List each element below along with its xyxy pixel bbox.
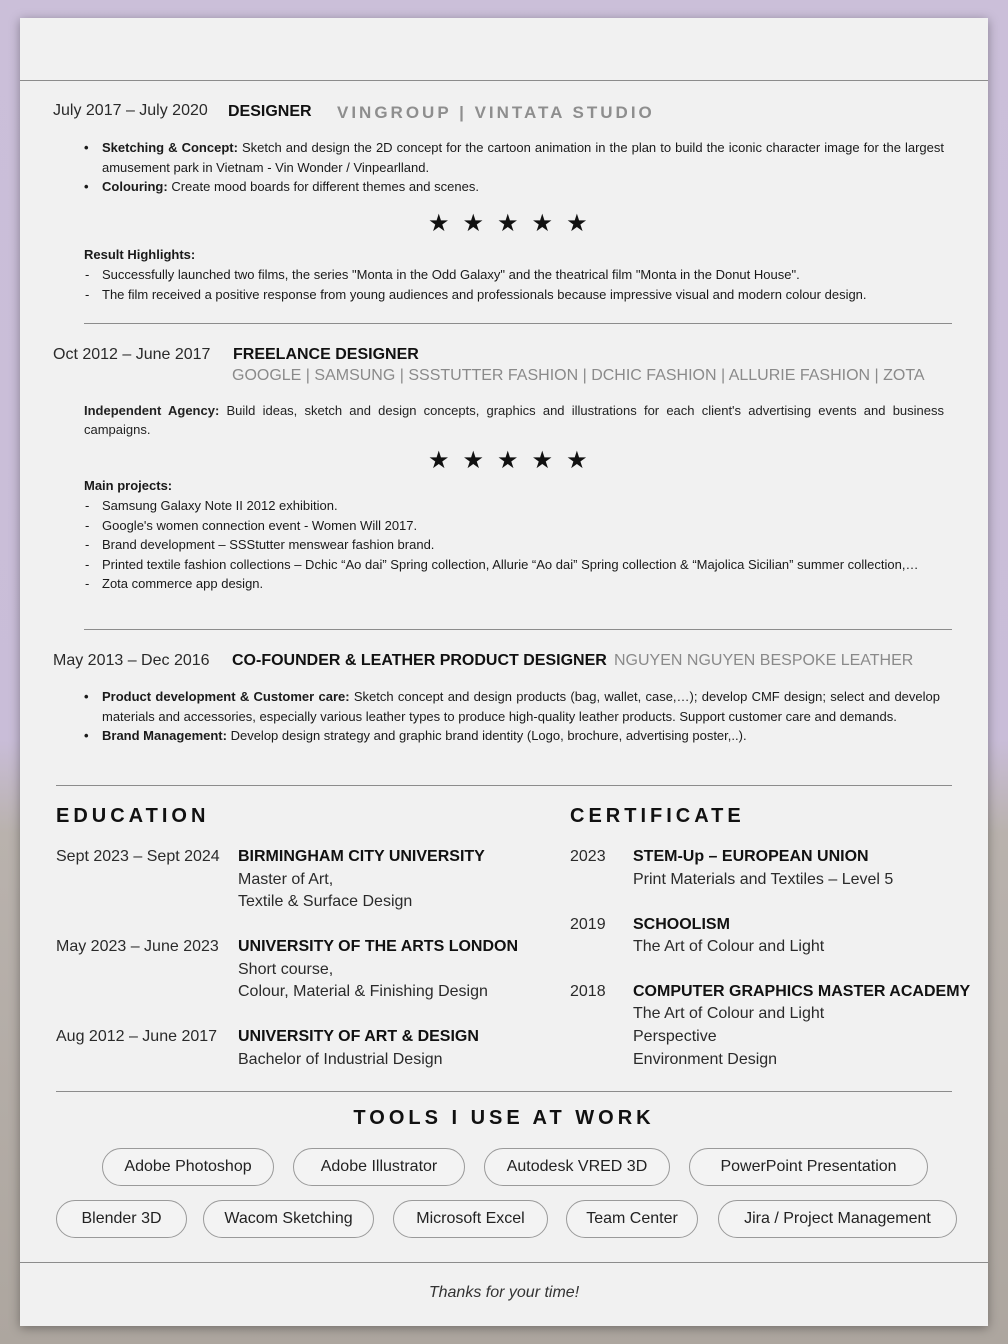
exp3-bullet-1-label: Product development & Customer care: bbox=[102, 689, 350, 704]
edu2-date: May 2023 – June 2023 bbox=[56, 938, 219, 955]
exp2-company: GOOGLE | SAMSUNG | SSSTUTTER FASHION | DCHIC FASHION | ALLURIE FASHION | ZOTA bbox=[232, 367, 925, 384]
exp3-bullets bbox=[84, 687, 940, 746]
edu3-date: Aug 2012 – June 2017 bbox=[56, 1028, 218, 1045]
cert3-line1: The Art of Colour and Light bbox=[633, 1005, 825, 1022]
tool-pill-excel: Microsoft Excel bbox=[393, 1200, 548, 1238]
exp1-bullet-1-label: Sketching & Concept: bbox=[102, 140, 238, 155]
exp1-stars: ★★★★★ bbox=[428, 210, 601, 237]
exp1-company: VINGROUP | VINTATA STUDIO bbox=[337, 103, 655, 122]
edu1-date: Sept 2023 – Sept 2024 bbox=[56, 848, 220, 865]
tool-pill-illustrator: Adobe Illustrator bbox=[293, 1148, 465, 1186]
exp3-role: CO-FOUNDER & LEATHER PRODUCT DESIGNER bbox=[232, 652, 607, 669]
resume-page bbox=[20, 18, 988, 1326]
exp1-role: DESIGNER bbox=[228, 103, 312, 120]
exp2-agency-text: Build ideas, sketch and design concepts, graphics and illustrations for each client's advertising events and business campaigns. bbox=[84, 403, 945, 437]
exp1-bullet-2-label: Colouring: bbox=[102, 179, 168, 194]
exp2-date: Oct 2012 – June 2017 bbox=[53, 346, 211, 363]
cert1-title: STEM-Up – EUROPEAN UNION bbox=[633, 848, 869, 865]
exp3-bullet-2-label: Brand Management: bbox=[102, 728, 227, 743]
tool-pill-blender: Blender 3D bbox=[56, 1200, 187, 1238]
cert2-line1: The Art of Colour and Light bbox=[633, 938, 825, 955]
top-divider bbox=[20, 80, 988, 81]
certificate-heading: CERTIFICATE bbox=[570, 805, 745, 827]
exp2-project-2: - Google's women connection event - Women Will 2017. bbox=[84, 516, 944, 536]
edu2-line1: Short course, bbox=[238, 961, 334, 978]
exp3-date: May 2013 – Dec 2016 bbox=[53, 652, 210, 669]
exp1-bullet-2-text: Create mood boards for different themes and scenes. bbox=[167, 179, 479, 194]
footer-thanks: Thanks for your time! bbox=[428, 1284, 580, 1301]
cert3-title: COMPUTER GRAPHICS MASTER ACADEMY bbox=[633, 983, 971, 1000]
edu2-school: UNIVERSITY OF THE ARTS LONDON bbox=[238, 938, 519, 955]
cert3-year: 2018 bbox=[570, 983, 606, 1000]
divider-4 bbox=[56, 1091, 952, 1092]
cert3-line2: Perspective bbox=[633, 1028, 717, 1045]
exp3-bullet-1-text: Sketch concept and design products (bag, wallet, case,…); develop CMF design; select and develop materials and accessories, especially various leather types to produce high-quality leather products. Support customer care and demands. bbox=[102, 689, 940, 724]
exp1-bullet-1 bbox=[84, 138, 944, 177]
tool-pill-teamcenter: Team Center bbox=[566, 1200, 698, 1238]
tools-heading: TOOLS I USE AT WORK bbox=[353, 1107, 655, 1129]
cert3-line3: Environment Design bbox=[633, 1051, 778, 1068]
exp1-highlight-1: - Successfully launched two films, the series "Monta in the Odd Galaxy" and the theatrical film "Monta in the Donut House". bbox=[84, 265, 964, 285]
exp3-bullet-1 bbox=[84, 687, 940, 726]
tool-pill-photoshop: Adobe Photoshop bbox=[102, 1148, 274, 1186]
edu1-school: BIRMINGHAM CITY UNIVERSITY bbox=[238, 848, 485, 865]
edu1-line2: Textile & Surface Design bbox=[238, 893, 413, 910]
exp1-date: July 2017 – July 2020 bbox=[53, 102, 208, 119]
divider-1 bbox=[84, 323, 952, 324]
cert2-title: SCHOOLISM bbox=[633, 916, 730, 933]
exp2-project-5: - Zota commerce app design. bbox=[84, 574, 944, 594]
exp1-highlights-title: Result Highlights: bbox=[84, 247, 196, 262]
exp1-bullet-1-text: Sketch and design the 2D concept for the cartoon animation in the plan to build the iconic character image for the largest amusement park in Vietnam - Vin Wonder / Vinpearlland. bbox=[102, 140, 944, 175]
exp1-highlights bbox=[84, 265, 964, 304]
cert1-line1: Print Materials and Textiles – Level 5 bbox=[633, 871, 894, 888]
exp2-role: FREELANCE DESIGNER bbox=[233, 346, 419, 363]
edu3-line1: Bachelor of Industrial Design bbox=[238, 1051, 443, 1068]
exp3-bullet-2-text: Develop design strategy and graphic brand identity (Logo, brochure, advertising poster,..). bbox=[226, 728, 747, 743]
exp2-project-3: - Brand development – SSStutter menswear fashion brand. bbox=[84, 535, 944, 555]
edu3-school: UNIVERSITY OF ART & DESIGN bbox=[238, 1028, 479, 1045]
exp1-highlight-2: - The film received a positive response from young audiences and professionals because impressive visual and modern colour design. bbox=[84, 285, 964, 305]
cert2-year: 2019 bbox=[570, 916, 606, 933]
tool-pill-wacom: Wacom Sketching bbox=[203, 1200, 374, 1238]
exp2-projects-title: Main projects: bbox=[84, 478, 173, 493]
tool-pill-powerpoint: PowerPoint Presentation bbox=[689, 1148, 928, 1186]
cert1-year: 2023 bbox=[570, 848, 606, 865]
exp2-projects bbox=[84, 496, 944, 594]
edu1-line1: Master of Art, bbox=[238, 871, 334, 888]
edu2-line2: Colour, Material & Finishing Design bbox=[238, 983, 488, 1000]
exp1-bullets bbox=[84, 138, 944, 197]
exp3-bullet-2 bbox=[84, 726, 940, 746]
exp2-agency-label: Independent Agency: bbox=[84, 403, 220, 418]
exp2-project-4: - Printed textile fashion collections – Dchic “Ao dai” Spring collection, Allurie “Ao dai” Spring collection & “Majolica Sicilian” summer collection,… bbox=[84, 555, 944, 575]
exp1-bullet-2 bbox=[84, 177, 944, 197]
divider-2 bbox=[84, 629, 952, 630]
tool-pill-jira: Jira / Project Management bbox=[718, 1200, 957, 1238]
exp2-stars: ★★★★★ bbox=[428, 447, 601, 474]
exp3-company: NGUYEN NGUYEN BESPOKE LEATHER bbox=[614, 652, 914, 669]
divider-3 bbox=[56, 785, 952, 786]
education-heading: EDUCATION bbox=[56, 805, 210, 827]
footer-divider bbox=[20, 1262, 988, 1263]
tool-pill-vred: Autodesk VRED 3D bbox=[484, 1148, 670, 1186]
exp2-project-1: - Samsung Galaxy Note II 2012 exhibition. bbox=[84, 496, 944, 516]
exp2-agency bbox=[84, 401, 944, 439]
